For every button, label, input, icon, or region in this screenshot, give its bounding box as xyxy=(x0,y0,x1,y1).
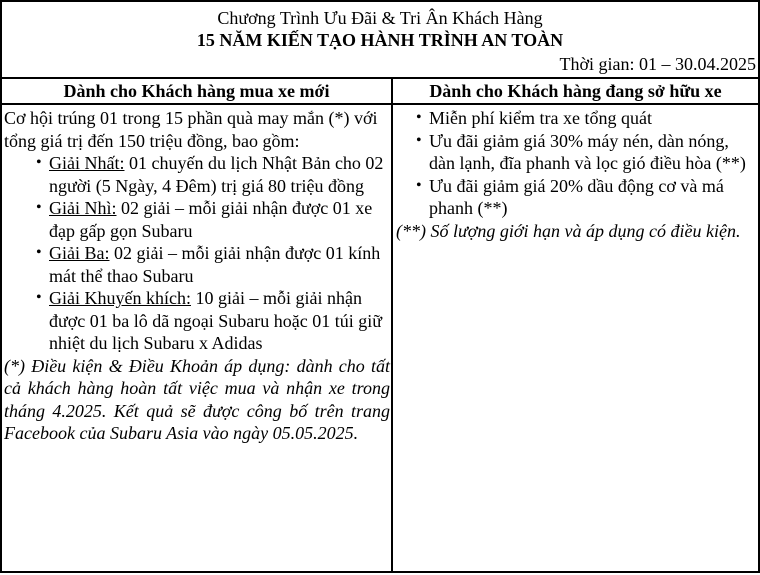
column-headers xyxy=(2,79,758,105)
prize-text: 02 giải – mỗi giải nhận được 01 kính mát thể thao Subaru xyxy=(49,243,381,286)
program-subtitle: 15 NĂM KIẾN TẠO HÀNH TRÌNH AN TOÀN xyxy=(196,30,564,50)
terms-note: (*) Điều kiện & Điều Khoản áp dụng: dành cho tất cả khách hàng hoàn tất việc mua và nhận xe trong tháng 4.2025. Kết quả sẽ được công bố trên trang Facebook của Subaru Asia vào ngày 05.05.2025. xyxy=(4,355,390,443)
title-block xyxy=(2,2,758,79)
bullet-icon: • xyxy=(416,109,422,126)
new-customers-intro: Cơ hội trúng 01 trong 15 phần quà may mắn (*) với tổng giá trị đến 150 triệu đồng, bao gồm: xyxy=(4,108,378,151)
prize-item-consolation xyxy=(4,287,390,355)
bullet-icon: • xyxy=(36,154,42,171)
benefit-item xyxy=(396,130,756,175)
new-customers-column xyxy=(2,105,393,571)
table-body xyxy=(2,105,758,571)
heading-existing-owners: Dành cho Khách hàng đang sở hữu xe xyxy=(429,81,722,101)
prize-label: Giải Ba: xyxy=(49,243,110,263)
bullet-icon: • xyxy=(416,176,422,194)
benefit-item xyxy=(396,175,756,220)
prize-label: Giải Khuyến khích: xyxy=(49,288,191,308)
prize-text: 02 giải – mỗi giải nhận được 01 xe đạp gấp gọn Subaru xyxy=(49,198,373,241)
bullet-icon: • xyxy=(36,199,42,216)
bullet-icon: • xyxy=(416,131,422,149)
heading-new-customers: Dành cho Khách hàng mua xe mới xyxy=(2,79,393,103)
existing-owners-column xyxy=(393,105,758,571)
prize-item-third xyxy=(4,242,390,287)
bullet-icon: • xyxy=(36,289,42,306)
prize-text: 10 giải – mỗi giải nhận được 01 ba lô dã ngoại Subaru hoặc 01 túi giữ nhiệt du lịch Subaru x Adidas xyxy=(49,288,382,353)
prize-text: 01 chuyến du lịch Nhật Bản cho 02 người (5 Ngày, 4 Đêm) trị giá 80 triệu đồng xyxy=(49,153,384,196)
prize-label: Giải Nhì: xyxy=(49,198,117,218)
benefit-item xyxy=(396,107,756,130)
benefit-text: Ưu đãi giảm giá 30% máy nén, dàn nóng, dàn lạnh, đĩa phanh và lọc gió điều hòa (**) xyxy=(429,130,746,173)
bullet-icon: • xyxy=(36,244,42,261)
benefit-text: Ưu đãi giảm giá 20% dầu động cơ và má phanh (**) xyxy=(429,175,724,218)
limited-note: (**) Số lượng giới hạn và áp dụng có điều kiện. xyxy=(396,220,741,241)
program-period: Thời gian: 01 – 30.04.2025 xyxy=(559,54,756,74)
benefit-text: Miễn phí kiểm tra xe tổng quát xyxy=(429,108,652,128)
prize-list xyxy=(4,152,390,355)
benefit-list xyxy=(396,107,756,220)
program-title: Chương Trình Ưu Đãi & Tri Ân Khách Hàng xyxy=(217,8,543,28)
prize-item-first xyxy=(4,152,390,197)
prize-label: Giải Nhất: xyxy=(49,153,125,173)
prize-item-second xyxy=(4,197,390,242)
